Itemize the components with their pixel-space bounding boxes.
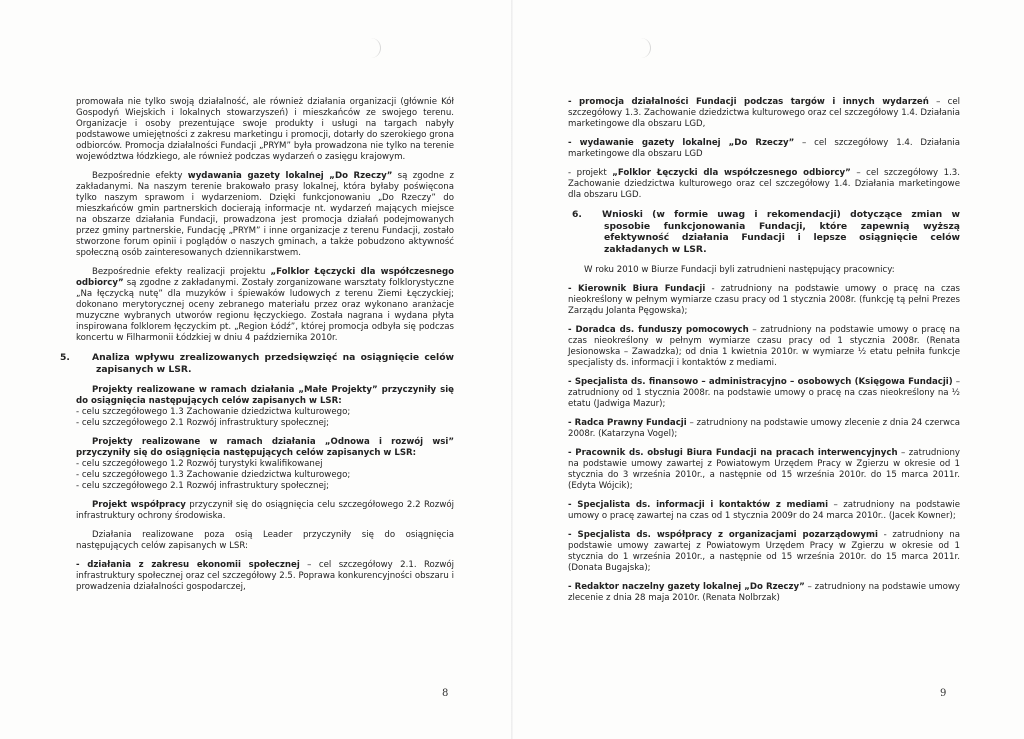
- paragraph: - działania z zakresu ekonomii społecznej – cel szczegółowy 2.1. Rozwój infrastruktury społecznej oraz cel szczegółowy 2.5. Poprawa konkurencyjności obszaru i prowadzenia działalności gospodarczej,: [76, 560, 454, 592]
- page-number: 8: [442, 688, 449, 699]
- staff-item: - Doradca ds. funduszy pomocowych – zatrudniony na podstawie umowy o pracę na czas nieokreślony w pełnym wymiarze czasu pracy od 1 stycznia 2008r. (Renata Jesionowska – Zawadzka); od dnia 1 kwietnia 2010r. w wymiarze ½ etatu pełniła funkcje specjalisty ds. informacji i kontaktów z mediami.: [568, 325, 960, 368]
- section-heading-5: 5. Analiza wpływu zrealizowanych przedsięwzięć na osiągnięcie celów zapisanych w LSR.: [60, 352, 454, 375]
- staff-item: - Kierownik Biura Fundacji - zatrudniony na podstawie umowy o pracę na czas nieokreślony w pełnym wymiarze czasu pracy od 1 stycznia 2008r. (funkcję tą pełni Prezes Zarządu Jolanta Pęgowska);: [568, 284, 960, 316]
- paragraph: Bezpośrednie efekty realizacji projektu „Folklor Łęczycki dla współczesnego odbiorcy” są zgodne z zakładanymi. Zostały zorganizowane warsztaty folklorystyczne „Na łęczycką nutę” dla muzyków i śpiewaków ludowych z terenu Ziemi Łęczyckiej; dokonano merytorycznej oceny zebranego materiału przez oraz wykonano aranżacje muzyczne wybranych utworów regionu łęczyckiego. Została nagrana i wydana płyta inspirowana folklorem łęczyckim pt. „Region Łódź”, której promocja odbyła się podczas koncertu w Filharmonii Łódzkiej w dniu 4 października 2010r.: [76, 267, 454, 343]
- paragraph: Projekty realizowane w ramach działania „Małe Projekty” przyczyniły się do osiągnięcia następujących celów zapisanych w LSR: - celu szczegółowego 1.3 Zachowanie dziedzictwa kulturowego; - celu szczegółowego 2.1 Rozwój infrastruktury społecznej;: [76, 385, 454, 428]
- page-number: 9: [940, 688, 947, 699]
- paragraph: Projekty realizowane w ramach działania „Odnowa i rozwój wsi” przyczyniły się do osiągnięcia następujących celów zapisanych w LSR: - celu szczegółowego 1.2 Rozwój turystyki kwalifikowanej - celu szczegółowego 1.3 Zachowanie dziedzictwa kulturowego; - celu szczegółowego 2.1 Rozwój infrastruktury społecznej;: [76, 437, 454, 491]
- list-item: - wydawanie gazety lokalnej „Do Rzeczy” – cel szczegółowy 1.4. Działania marketingowe dla obszaru LGD: [568, 138, 960, 159]
- staff-item: - Redaktor naczelny gazety lokalnej „Do Rzeczy” – zatrudniony na podstawie umowy zlecenie z dnia 28 maja 2010r. (Renata Nolbrzak): [568, 582, 960, 603]
- paragraph: promowała nie tylko swoją działalność, ale również działania organizacji (głównie Kół Gospodyń Wiejskich i lokalnych stowarzyszeń) i mieszkańców ze swojego terenu. Organizacje i osoby prezentujące swoje produkty i usługi na targach nabyły podstawowe umiejętności z zakresu marketingu i promocji, dotarły do szerokiego grona odbiorców. Promocja działalności Fundacji „PRYM” była prowadzona nie tylko na terenie województwa łódzkiego, ale również podczas wydarzeń o zasięgu krajowym.: [76, 97, 454, 162]
- paragraph: W roku 2010 w Biurze Fundacji byli zatrudnieni następujący pracownicy:: [584, 265, 895, 275]
- staff-item: - Specjalista ds. finansowo – administracyjno – osobowych (Księgowa Fundacji) – zatrudniony od 1 stycznia 2008r. na podstawie umowy o pracę na czas nieokreślony na ½ etatu (Jadwiga Mazur);: [568, 377, 960, 409]
- paragraph: Projekt współpracy przyczynił się do osiągnięcia celu szczegółowego 2.2 Rozwój infrastruktury ochrony środowiska.: [76, 500, 454, 521]
- staff-item: - Specjalista ds. współpracy z organizacjami pozarządowymi - zatrudniony na podstawie umowy zawartej z Powiatowym Urzędem Pracy w Zgierzu w okresie od 1 stycznia do 1 września 2010r., a następnie od 15 września 2010r. do 15 marca 2011r. (Donata Bugajska);: [568, 530, 960, 573]
- staff-item: - Pracownik ds. obsługi Biura Fundacji na pracach interwencyjnych – zatrudniony na podstawie umowy zawartej z Powiatowym Urzędem Pracy w Zgierzu w okresie od 1 stycznia do 3 września 2010r., a następnie od 15 września 2010r. do 15 marca 2011r. (Edyta Wójcik);: [568, 448, 960, 491]
- section-heading-6: 6. Wnioski (w formie uwag i rekomendacji) dotyczące zmian w sposobie funkcjonowania Fundacji, które zapewnią wyższą efektywność działania Fundacji i lepsze osiągnięcie celów zakładanych w LSR.: [572, 209, 960, 255]
- page-9-text: [568, 97, 960, 612]
- list-item: - promocja działalności Fundacji podczas targów i innych wydarzeń – cel szczegółowy 1.3. Zachowanie dziedzictwa kulturowego oraz cel szczegółowy 1.4. Działania marketingowe dla obszaru LGD,: [568, 97, 960, 129]
- staff-item: - Specjalista ds. informacji i kontaktów z mediami – zatrudniony na podstawie umowy o pracę zawartej na czas od 1 stycznia 2009r do 24 marca 2010r.. (Jacek Kowner);: [568, 500, 960, 521]
- list-item: - projekt „Folklor Łęczycki dla współczesnego odbiorcy” – cel szczegółowy 1.3. Zachowanie dziedzictwa kulturowego oraz cel szczegółowy 1.4. Działania marketingowe dla obszaru LGD.: [568, 168, 960, 200]
- page-8-text: [60, 97, 454, 601]
- staff-item: - Radca Prawny Fundacji – zatrudniony na podstawie umowy zlecenie z dnia 24 czerwca 2008r. (Katarzyna Vogel);: [568, 418, 960, 439]
- paragraph: Bezpośrednie efekty wydawania gazety lokalnej „Do Rzeczy” są zgodne z zakładanymi. Na naszym terenie brakowało prasy lokalnej, która byłaby poświęcona tylko naszym sprawom i wydarzeniom. Dzięki funkcjonowaniu „Do Rzeczy” do mieszkańców gmin partnerskich docierają informacje nt. wydarzeń mających miejsce na obszarze działania Fundacji, prowadzona jest promocja działań podejmowanych przez gminy partnerskie, Fundację „PRYM” i inne organizacje z terenu Fundacji, zostało stworzone forum opinii i poglądów o naszych gminach, a także pobudzono aktywność społeczną osób zainteresowanych dziennikarstwem.: [76, 171, 454, 258]
- page-9: [512, 0, 1024, 739]
- paragraph: Działania realizowane poza osią Leader przyczyniły się do osiągnięcia następujących celów zapisanych w LSR:: [76, 530, 454, 551]
